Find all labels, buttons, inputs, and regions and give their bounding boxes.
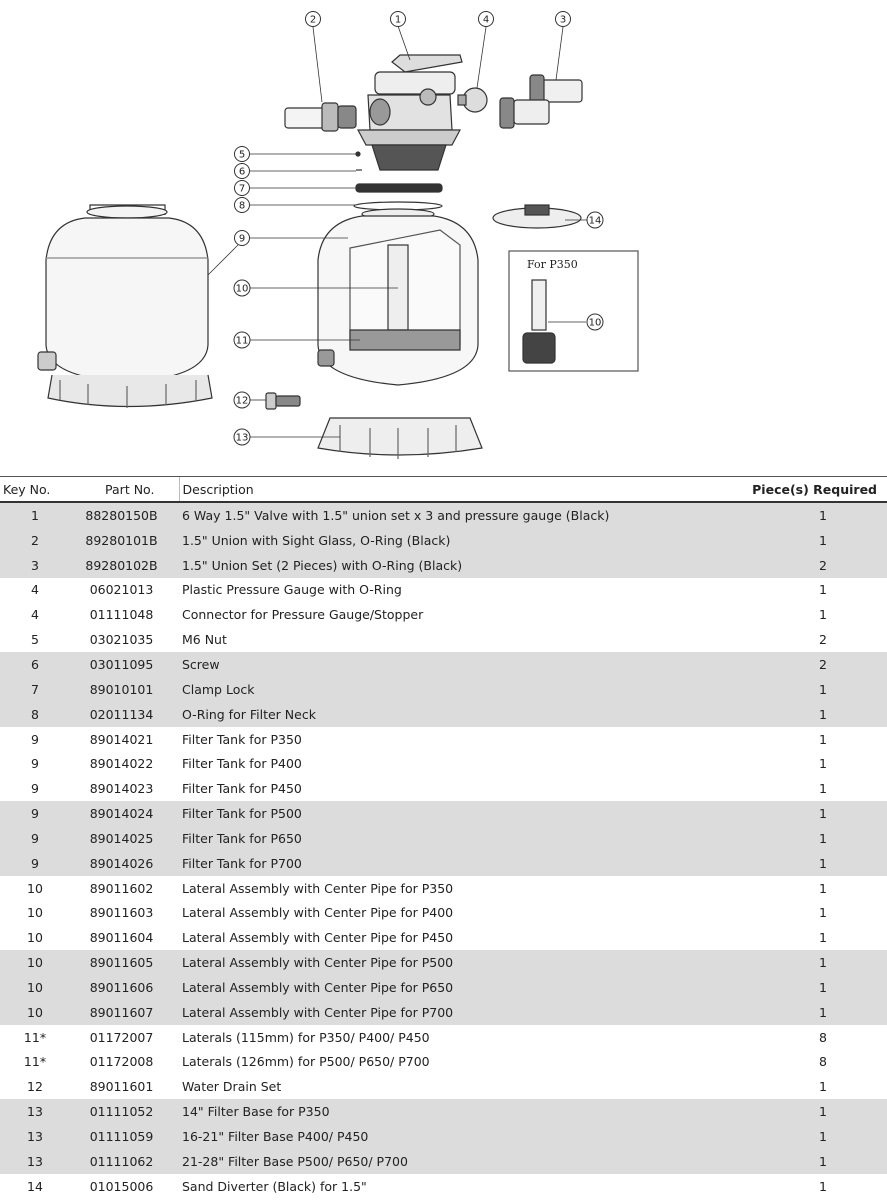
cell-part-no: 01172008 [78, 1050, 179, 1075]
cell-description: Lateral Assembly with Center Pipe for P700 [179, 1000, 655, 1025]
cell-pieces-required: 2 [655, 652, 887, 677]
svg-text:8: 8 [238, 200, 246, 212]
cell-description: Lateral Assembly with Center Pipe for P650 [179, 975, 655, 1000]
callout-4 [479, 12, 494, 27]
cell-description: Laterals (115mm) for P350/ P400/ P450 [179, 1025, 655, 1050]
cell-description: Sand Diverter (Black) for 1.5" [179, 1174, 655, 1199]
cell-description: 1.5" Union Set (2 Pieces) with O-Ring (Black) [179, 553, 655, 578]
callout-14 [587, 212, 603, 228]
cell-pieces-required: 1 [655, 1000, 887, 1025]
cell-part-no: 89011602 [78, 876, 179, 901]
cell-pieces-required: 8 [655, 1025, 887, 1050]
cell-part-no: 88280150B [78, 502, 179, 528]
table-row [0, 627, 887, 652]
cell-key-no: 9 [0, 826, 78, 851]
callout-2 [306, 12, 321, 27]
cell-pieces-required: 1 [655, 975, 887, 1000]
cell-pieces-required: 1 [655, 801, 887, 826]
svg-text:1: 1 [394, 14, 402, 26]
table-row [0, 1174, 887, 1199]
cell-description: 21-28" Filter Base P500/ P650/ P700 [179, 1149, 655, 1174]
cell-part-no: 01111059 [78, 1124, 179, 1149]
svg-text:2: 2 [309, 14, 317, 26]
cell-part-no: 01172007 [78, 1025, 179, 1050]
cell-description: M6 Nut [179, 627, 655, 652]
cell-part-no: 02011134 [78, 702, 179, 727]
cell-part-no: 89014026 [78, 851, 179, 876]
table-row [0, 1124, 887, 1149]
cell-pieces-required: 1 [655, 901, 887, 926]
cell-part-no: 89011603 [78, 901, 179, 926]
cell-description: 1.5" Union with Sight Glass, O-Ring (Black) [179, 528, 655, 553]
table-row [0, 925, 887, 950]
cell-pieces-required: 1 [655, 578, 887, 603]
table-row [0, 1025, 887, 1050]
cell-part-no: 03021035 [78, 627, 179, 652]
cell-pieces-required: 1 [655, 876, 887, 901]
table-row [0, 702, 887, 727]
svg-text:10: 10 [588, 317, 602, 329]
cell-pieces-required: 1 [655, 751, 887, 776]
cell-key-no: 10 [0, 950, 78, 975]
cell-part-no: 89011605 [78, 950, 179, 975]
cell-pieces-required: 2 [655, 627, 887, 652]
parts-table-body [0, 502, 887, 1199]
cell-key-no: 12 [0, 1074, 78, 1099]
svg-text:12: 12 [235, 395, 249, 407]
cell-description: Connector for Pressure Gauge/Stopper [179, 602, 655, 627]
table-row [0, 1099, 887, 1124]
inset-label: For P350 [527, 258, 578, 271]
col-header-description: Description [179, 477, 655, 503]
cell-part-no: 06021013 [78, 578, 179, 603]
cell-key-no: 9 [0, 801, 78, 826]
cell-pieces-required: 1 [655, 727, 887, 752]
cell-key-no: 13 [0, 1099, 78, 1124]
callout-3 [556, 12, 571, 27]
filter-base-illustration [318, 418, 482, 459]
cell-part-no: 89014021 [78, 727, 179, 752]
cell-part-no: 01111062 [78, 1149, 179, 1174]
cell-key-no: 10 [0, 901, 78, 926]
callout-5 [235, 147, 250, 162]
cell-part-no: 89014023 [78, 776, 179, 801]
table-row [0, 876, 887, 901]
cell-key-no: 9 [0, 727, 78, 752]
svg-text:9: 9 [238, 233, 246, 245]
callout-13 [234, 429, 250, 445]
table-row [0, 502, 887, 528]
union-set-illustration [500, 75, 582, 128]
filter-tank-left-illustration [38, 205, 212, 408]
cell-part-no: 03011095 [78, 652, 179, 677]
cell-key-no: 11* [0, 1050, 78, 1075]
table-row [0, 851, 887, 876]
cell-description: Lateral Assembly with Center Pipe for P400 [179, 901, 655, 926]
cell-key-no: 5 [0, 627, 78, 652]
cell-description: Laterals (126mm) for P500/ P650/ P700 [179, 1050, 655, 1075]
cell-pieces-required: 1 [655, 677, 887, 702]
cell-pieces-required: 1 [655, 1074, 887, 1099]
cell-pieces-required: 1 [655, 502, 887, 528]
table-row [0, 975, 887, 1000]
table-row [0, 950, 887, 975]
parts-table-header [0, 477, 887, 503]
table-row [0, 1074, 887, 1099]
svg-text:13: 13 [235, 432, 249, 444]
cell-key-no: 10 [0, 1000, 78, 1025]
table-row [0, 901, 887, 926]
cell-description: Plastic Pressure Gauge with O-Ring [179, 578, 655, 603]
callout-8 [235, 198, 250, 213]
cell-description: Screw [179, 652, 655, 677]
callout-10 [234, 280, 250, 296]
cell-description: Lateral Assembly with Center Pipe for P500 [179, 950, 655, 975]
cell-key-no: 9 [0, 751, 78, 776]
cell-pieces-required: 1 [655, 925, 887, 950]
cell-pieces-required: 1 [655, 776, 887, 801]
cell-part-no: 89011604 [78, 925, 179, 950]
table-row [0, 1050, 887, 1075]
table-row [0, 751, 887, 776]
cell-description: Lateral Assembly with Center Pipe for P450 [179, 925, 655, 950]
cell-part-no: 89014022 [78, 751, 179, 776]
cell-pieces-required: 1 [655, 826, 887, 851]
cell-description: 16-21" Filter Base P400/ P450 [179, 1124, 655, 1149]
cell-description: Filter Tank for P500 [179, 801, 655, 826]
cell-pieces-required: 1 [655, 1174, 887, 1199]
table-row [0, 776, 887, 801]
callout-6 [235, 164, 250, 179]
inset-callout-10 [587, 314, 603, 330]
svg-text:3: 3 [559, 14, 567, 26]
svg-text:6: 6 [238, 166, 246, 178]
cell-part-no: 89011606 [78, 975, 179, 1000]
cell-part-no: 01015006 [78, 1174, 179, 1199]
svg-text:10: 10 [235, 283, 249, 295]
union-sight-glass-illustration [285, 103, 356, 131]
cell-description: 14" Filter Base for P350 [179, 1099, 655, 1124]
cell-part-no: 89014024 [78, 801, 179, 826]
callout-12 [234, 392, 250, 408]
table-row [0, 1000, 887, 1025]
cell-part-no: 89280102B [78, 553, 179, 578]
cell-key-no: 8 [0, 702, 78, 727]
cell-key-no: 9 [0, 851, 78, 876]
cell-key-no: 14 [0, 1174, 78, 1199]
table-row [0, 677, 887, 702]
table-row [0, 727, 887, 752]
svg-text:14: 14 [588, 215, 602, 227]
cell-key-no: 4 [0, 578, 78, 603]
cell-key-no: 7 [0, 677, 78, 702]
svg-text:7: 7 [238, 183, 246, 195]
callout-1 [391, 12, 406, 27]
cell-pieces-required: 1 [655, 528, 887, 553]
cell-pieces-required: 1 [655, 602, 887, 627]
table-row [0, 602, 887, 627]
cell-description: Filter Tank for P350 [179, 727, 655, 752]
cell-description: Filter Tank for P400 [179, 751, 655, 776]
cell-description: Lateral Assembly with Center Pipe for P350 [179, 876, 655, 901]
callout-11 [234, 332, 250, 348]
table-row [0, 801, 887, 826]
cell-description: 6 Way 1.5" Valve with 1.5" union set x 3 and pressure gauge (Black) [179, 502, 655, 528]
water-drain-set-illustration [266, 393, 300, 409]
cell-key-no: 10 [0, 975, 78, 1000]
table-row [0, 826, 887, 851]
pressure-gauge-illustration [458, 88, 487, 112]
cell-key-no: 10 [0, 925, 78, 950]
table-row [0, 652, 887, 677]
cell-part-no: 01111052 [78, 1099, 179, 1124]
parts-table [0, 476, 887, 1199]
cell-part-no: 89010101 [78, 677, 179, 702]
cell-key-no: 13 [0, 1149, 78, 1174]
callout-9 [235, 231, 250, 246]
col-header-key-no: Key No. [0, 477, 78, 503]
multiport-valve-illustration [358, 55, 462, 170]
table-row [0, 578, 887, 603]
svg-text:4: 4 [482, 14, 490, 26]
cell-pieces-required: 1 [655, 1099, 887, 1124]
cell-pieces-required: 1 [655, 702, 887, 727]
cell-key-no: 10 [0, 876, 78, 901]
col-header-pieces-required: Piece(s) Required [655, 477, 887, 503]
sand-diverter-illustration [493, 205, 581, 228]
cell-pieces-required: 1 [655, 950, 887, 975]
cell-key-no: 2 [0, 528, 78, 553]
cell-description: Water Drain Set [179, 1074, 655, 1099]
cell-part-no: 01111048 [78, 602, 179, 627]
svg-text:11: 11 [235, 335, 249, 347]
cell-key-no: 9 [0, 776, 78, 801]
cell-description: Filter Tank for P650 [179, 826, 655, 851]
filter-tank-cutaway-illustration [318, 209, 478, 385]
cell-part-no: 89280101B [78, 528, 179, 553]
cell-part-no: 89014025 [78, 826, 179, 851]
cell-description: Clamp Lock [179, 677, 655, 702]
cell-key-no: 6 [0, 652, 78, 677]
cell-pieces-required: 2 [655, 553, 887, 578]
cell-key-no: 3 [0, 553, 78, 578]
col-header-part-no: Part No. [78, 477, 179, 503]
cell-key-no: 4 [0, 602, 78, 627]
cell-description: O-Ring for Filter Neck [179, 702, 655, 727]
cell-key-no: 13 [0, 1124, 78, 1149]
cell-part-no: 89011607 [78, 1000, 179, 1025]
cell-pieces-required: 1 [655, 851, 887, 876]
cell-part-no: 89011601 [78, 1074, 179, 1099]
cell-pieces-required: 8 [655, 1050, 887, 1075]
table-row [0, 553, 887, 578]
cell-key-no: 11* [0, 1025, 78, 1050]
table-row [0, 528, 887, 553]
cell-key-no: 1 [0, 502, 78, 528]
cell-pieces-required: 1 [655, 1124, 887, 1149]
exploded-parts-diagram [0, 0, 887, 470]
cell-pieces-required: 1 [655, 1149, 887, 1174]
callout-7 [235, 181, 250, 196]
table-row [0, 1149, 887, 1174]
svg-text:5: 5 [238, 149, 246, 161]
cell-description: Filter Tank for P450 [179, 776, 655, 801]
cell-description: Filter Tank for P700 [179, 851, 655, 876]
